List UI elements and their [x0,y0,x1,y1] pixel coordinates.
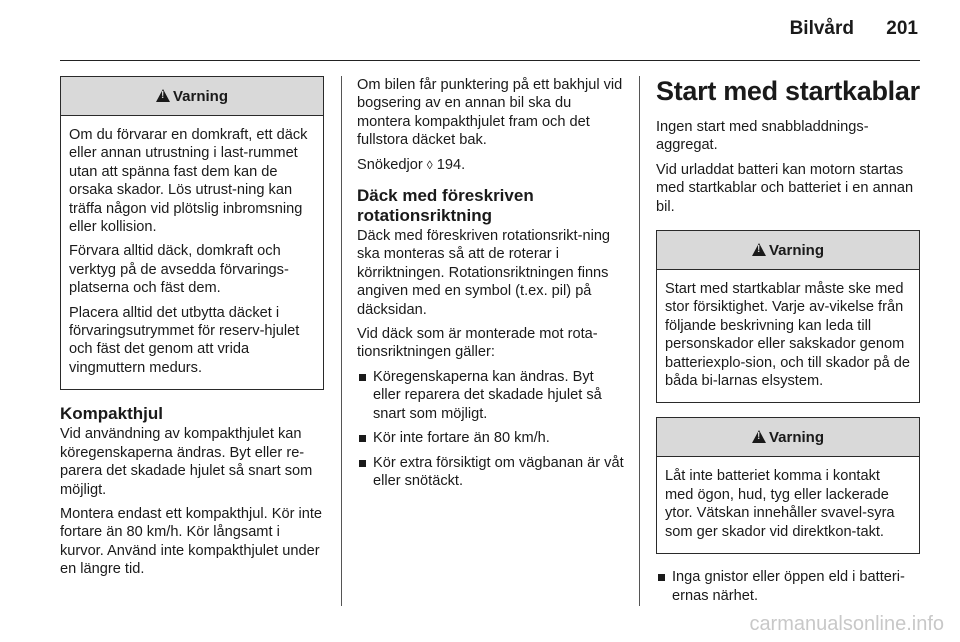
column-divider-2 [639,76,640,606]
warning-paragraph: Förvara alltid däck, domkraft och verktyg på de avsedda förvarings-platserna och fäst dem. [69,243,289,297]
warning-triangle-icon [156,89,170,102]
reference-arrow-icon: ◊ [426,157,433,172]
warning-title: Varning [768,428,824,446]
page-number: 201 [886,18,918,39]
list-item: Kör extra försiktigt om vägbanan är våt eller snötäckt. [357,454,625,491]
body-paragraph: Vid urladdat batteri kan motorn startas med startkablar och batteriet i en annan bil. [656,161,914,215]
reference-label: Snökedjor [357,156,423,173]
warning-paragraph: Om du förvarar en domkraft, ett däck eller annan utrustning i last-rummet utan att spänna fast dem kan de orsaka skador. Lös utrust-ning kan träffa någon vid plötslig inbromsning eller kollision. [69,127,308,236]
warning-header [657,418,919,457]
warning-body [61,116,323,389]
warning-paragraph: Start med startkablar måste ske med stor försiktighet. Varje av-vikelse från följande beskrivning kan leda till personskador eller sakskador genom batteriexplo-sion, och till skador på de båda bi-larnas elsystem. [665,281,910,390]
body-paragraph: Om bilen får punktering på ett bakhjul vid bogsering av en annan bil ska du montera kompakthjulet fram och det fullstora däcket bak. [357,77,623,149]
page-section-title: Start med startkablar [656,76,920,106]
warning-title: Varning [768,241,824,259]
column-3 [656,76,920,611]
list-item: Kör inte fortare än 80 km/h. [357,429,625,447]
section-heading: Däck med föreskriven rotationsriktning [357,186,534,226]
section-heading: Kompakthjul [60,404,163,424]
body-paragraph: Montera endast ett kompakthjul. Kör inte fortare än 80 km/h. Kör långsamt i kurvor. Använd inte kompakthjulet under en längre tid. [60,505,323,578]
warning-paragraph: Låt inte batteriet komma i kontakt med ögon, hud, tyg eller lackerade ytor. Vätskan innehåller svavel-syra som ger skador vid direktkon-takt. [665,468,895,540]
body-paragraph: Ingen start med snabbladdnings-aggregat. [656,119,869,154]
column-divider-1 [341,76,342,606]
list-item: Inga gnistor eller öppen eld i batteri-ernas närhet. [656,568,920,605]
warning-paragraph: Placera alltid det utbytta däcket i förvaringsutrymmet för reserv-hjulet och fäst det genom att vrida vingmuttern medurs. [69,304,300,376]
body-paragraph: Vid däck som är monterade mot rota-tionsriktningen gäller: [357,326,598,361]
warning-header [657,231,919,270]
warning-body [657,270,919,402]
column-1 [60,76,324,585]
warning-box [60,76,324,390]
warning-triangle-icon [752,430,766,443]
body-paragraph: Däck med föreskriven rotationsrikt-ning ska monteras så att de roterar i körriktningen. Rotationsriktningen finns angiven med en symbol (t.ex. pil) på däcksidan. [357,228,611,318]
warning-box [656,417,920,554]
column-2 [357,76,625,496]
warning-triangle-icon [752,243,766,256]
section-title: Bilvård [789,18,854,39]
cross-reference[interactable] [357,156,625,174]
watermark: carmanualsonline.info [749,613,944,635]
header-rule [60,60,920,61]
warning-title: Varning [172,87,228,105]
list-item: Köregenskaperna kan ändras. Byt eller reparera det skadade hjulet så snart som möjligt. [357,368,625,423]
warning-body [657,457,919,553]
reference-page: 194. [436,156,466,173]
warning-header [61,77,323,116]
body-paragraph: Vid användning av kompakthjulet kan köregenskaperna ändras. Byt eller re-parera det skadade hjulet så snart som möjligt. [60,426,313,498]
warning-box [656,230,920,403]
